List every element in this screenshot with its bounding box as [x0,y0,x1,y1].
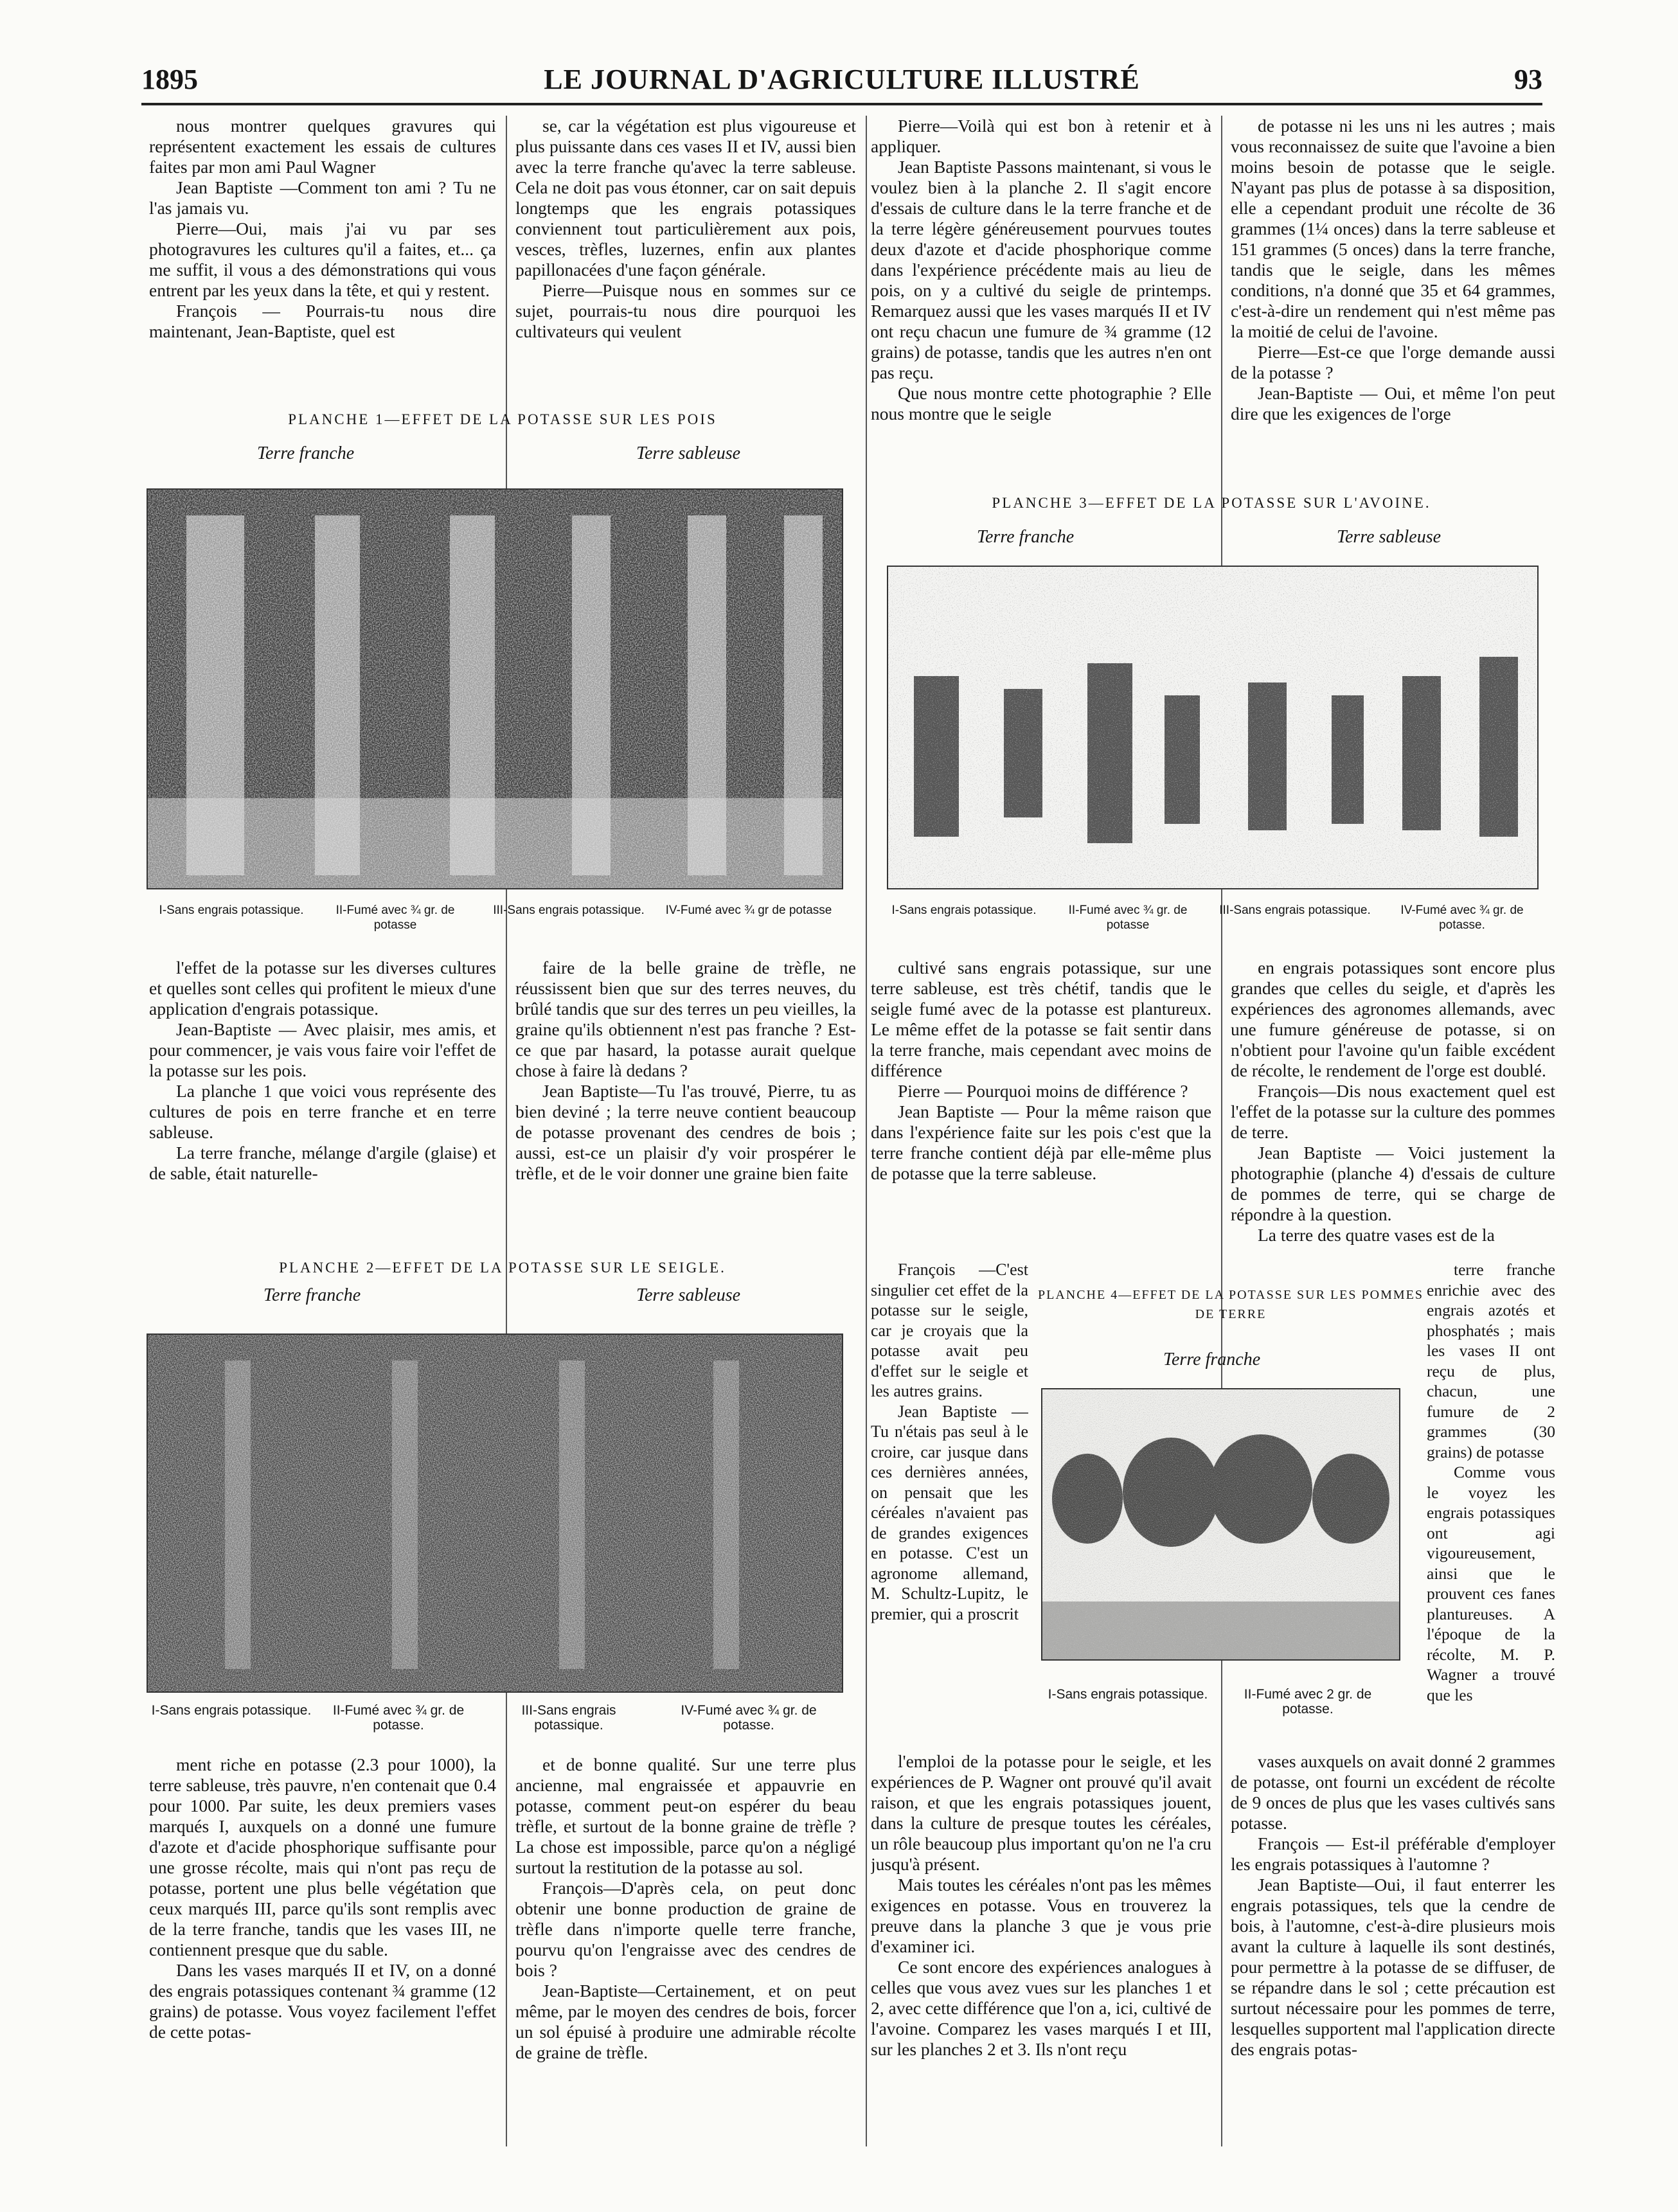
col2-bottom-text [515,1754,856,2153]
plate4-photo [1041,1388,1400,1661]
col4-mid-text [1231,958,1555,1266]
col2-top-text [515,116,856,386]
plate2-photo [147,1333,843,1693]
plate3-soil-left: Terre franche [977,527,1075,547]
paragraph: Pierre—Puisque nous en sommes sur ce sujet, pourrais-tu nous dire pourquoi les cultivateurs qui veulent [515,280,856,341]
paragraph: vases auxquels on avait donné 2 grammes de potasse, ont fourni un excédent de récolte de 9 onces de plus que les vases cultivés sans potasse. [1231,1751,1555,1833]
plate3-photo [887,566,1539,889]
col4-wrap-text [1427,1260,1555,1748]
paragraph: La terre des quatre vases est de la [1258,1225,1495,1245]
plate1-title: PLANCHE 1—EFFET DE LA POTASSE SUR LES POIS [288,411,717,427]
plate2-soil-left: Terre franche [263,1285,361,1305]
plate4-caption-1: I-Sans engrais potassique. [1048,1687,1208,1702]
plate3-caption-4: IV-Fumé avec ¾ gr. de potasse. [1400,904,1524,932]
paragraph: Jean-Baptiste—Certainement, et on peut même, par le moyen des cendres de bois, forcer un sol épuisé à produire une admirable récolte de graine de trèfle. [515,1981,856,2062]
col3-wrap-text [871,1260,1028,1748]
paragraph: l'emploi de la potasse pour le seigle, et les expériences de P. Wagner ont prouvé qu'il avait raison, et que les engrais potassiques jouent, dans la culture de presque toutes les céréales, un rôle beaucoup plus important qu'on ne l'a cru jusqu'à présent. [871,1751,1211,1874]
page-number: 93 [1514,64,1542,95]
column-divider-2 [866,116,867,2146]
col4-bottom-text [1231,1751,1555,2153]
paragraph: La terre franche, mélange d'argile (glaise) et de sable, était naturelle- [149,1143,496,1183]
plate1-soil-right: Terre sableuse [636,443,741,463]
paragraph: Pierre—Est-ce que l'orge demande aussi de la potasse ? [1231,342,1555,382]
paragraph: Dans les vases marqués II et IV, on a donné des engrais potassiques contenant ¾ gramme (12 grains) de potasse. Vous voyez facilement l'effet de cette potas- [149,1960,496,2042]
plate2-caption-4: IV-Fumé avec ¾ gr. de potasse. [681,1703,817,1733]
masthead [141,63,1542,102]
paragraph: Jean Baptiste—Tu l'as trouvé, Pierre, tu as bien deviné ; la terre neuve contient beaucoup de potasse provenant des cendres de bois ; aussi, est-ce un plaisir d'y voir prospérer le trèfle, et de le voir donner une graine bien faite [515,1081,856,1183]
plate2-caption-1: I-Sans engrais potassique. [151,1703,312,1718]
plate3-caption-2: II-Fumé avec ¾ gr. de potasse [1068,904,1188,932]
plate2-caption-2: II-Fumé avec ¾ gr. de potasse. [332,1703,465,1733]
plate4-image [1042,1389,1399,1659]
paragraph: nous montrer quelques gravures qui représentent exactement les essais de cultures faites par mon ami Paul Wagner [149,116,496,177]
paragraph: et de bonne qualité. Sur une terre plus ancienne, mal engraissée et appauvrie en potasse, comment peut-on espérer du beau trèfle, et surtout de la bonne graine de trèfle ? La chose est impossible, parce qu'on a négligé surtout la restitution de la potasse au sol. [515,1754,856,1877]
paragraph: Jean-Baptiste — Avec plaisir, mes amis, et pour commencer, je vais vous faire voir l'effet de la potasse sur les pois. [149,1019,496,1080]
paragraph: cultivé sans engrais potassique, sur une terre sableuse, est très chétif, tandis que le seigle fumé avec de la potasse est plantureux. Le même effet de la potasse se fait sentir dans la terre franche, mais cependant avec moins de différence [871,958,1211,1080]
col1-top-text [149,116,496,386]
plate1-caption-3: III-Sans engrais potassique. [493,904,645,917]
plate3-caption-3: III-Sans engrais potassique. [1219,904,1371,917]
paragraph: l'effet de la potasse sur les diverses cultures et quelles sont celles qui profitent le mieux d'une application d'engrais potassique. [149,958,496,1019]
plate4-soil-left: Terre franche [1163,1350,1261,1369]
col1-mid-text [149,958,496,1227]
plate1-caption-1: I-Sans engrais potassique. [159,904,304,917]
column-divider-3 [1221,116,1222,2146]
paragraph: Jean Baptiste—Oui, il faut enterrer les engrais potassiques, tels que la cendre de bois, à l'automne, c'est-à-dire plusieurs mois avant la culture à laquelle ils sont destinés, pour permettre à la potasse de se diffuser, de se répandre dans le sol ; cette précaution est surtout nécessaire pour les pommes de terre, lesquelles supportent mal l'application directe des engrais potas- [1231,1875,1555,2059]
paragraph: terre franche enrichie avec des engrais azotés et phosphatés ; mais les vases II ont reçu de plus, chacun, une fumure de 2 grammes (30 grains) de potasse [1427,1260,1555,1461]
col3-mid-text [871,958,1211,1247]
paragraph: François—Dis nous exactement quel est l'effet de la potasse sur la culture des pommes de terre. [1231,1081,1555,1142]
plate1-photo [147,488,843,889]
plate4-title: PLANCHE 4—EFFET DE LA POTASSE SUR LES POMMES DE TERRE [1037,1288,1424,1321]
paragraph: La planche 1 que voici vous représente des cultures de pois en terre franche et en terre sableuse. [149,1081,496,1142]
plate4-caption-2: II-Fumé avec 2 gr. de potasse. [1244,1687,1372,1717]
plate3-image [888,567,1537,888]
paragraph: Pierre—Oui, mais j'ai vu par ses photogravures les cultures qu'il a faites, et... ça me suffit, il vous a des démonstrations qui vous entrent par les yeux dans la tête, et qui y restent. [149,219,496,300]
plate2-caption-3: III-Sans engrais potassique. [521,1703,616,1733]
paragraph: en engrais potassiques sont encore plus grandes que celles du seigle, et d'après les expériences des agronomes allemands, avec une fumure généreuse de potasse, si on n'obtient pour l'avoine qu'un faible excédent de récolte, le rendement de l'orge est doublé. [1231,958,1555,1080]
plate3-soil-right: Terre sableuse [1337,527,1441,547]
paragraph: de potasse ni les uns ni les autres ; mais vous reconnaissez de suite que l'avoine a bien moins besoin de potasse que le seigle. N'ayant pas plus de potasse à sa disposition, elle a cependant produit une récolte de 36 grammes (1¼ onces) dans la terre sableuse et 151 grammes (5 onces) dans la terre franche, tandis que le seigle, dans les mêmes conditions, n'a donné que 35 et 64 grammes, c'est-à-dire un rendement qui n'est même pas la moitié de celui de l'avoine. [1231,116,1555,341]
plate2-image [148,1335,842,1691]
plate1-caption-4: IV-Fumé avec ¾ gr de potasse [665,904,832,917]
col2-mid-text [515,958,856,1227]
header-rule [141,103,1542,105]
plate1-image [148,490,842,888]
plate2-soil-right: Terre sableuse [636,1285,741,1305]
paragraph: Jean Baptiste — Pour la même raison que dans l'expérience faite sur les pois c'est que la terre franche contient déjà par elle-même plus de potasse que la terre sableuse. [871,1102,1211,1183]
plate3-title: PLANCHE 3—EFFET DE LA POTASSE SUR L'AVOINE. [992,495,1431,511]
paragraph: Mais toutes les céréales n'ont pas les mêmes exigences en potasse. Vous en trouverez la preuve dans la planche 3 que je vous prie d'examiner ici. [871,1875,1211,1956]
plate2-title: PLANCHE 2—EFFET DE LA POTASSE SUR LE SEIGLE. [279,1260,726,1276]
plate1-caption-2: II-Fumé avec ¾ gr. de potasse [335,904,455,932]
paragraph: Jean Baptiste — Tu n'étais pas seul à le croire, car jusque dans ces dernières années, on pensait que les céréales n'avaient pas de grandes exigences en potasse. C'est un agronome allemand, M. Schultz-Lupitz, le premier, qui a proscrit [871,1402,1028,1623]
paragraph: Pierre—Voilà qui est bon à retenir et à appliquer. [871,116,1211,156]
col3-top-text [871,116,1211,476]
plate3-caption-1: I-Sans engrais potassique. [891,904,1037,917]
paragraph: Que nous montre cette photographie ? Elle nous montre que le seigle [871,383,1211,424]
issue-year: 1895 [141,64,198,95]
col3-bottom-text [871,1751,1211,2153]
paragraph: Jean-Baptiste — Oui, et même l'on peut dire que les exigences de l'orge [1231,383,1555,424]
paragraph: Comme vous le voyez les engrais potassiques ont agi vigoureusement, ainsi que le prouvent ces fanes plantureuses. A l'époque de la récolte, M. P. Wagner a trouvé que les [1427,1463,1555,1704]
paragraph: Pierre — Pourquoi moins de différence ? [898,1081,1188,1101]
journal-title: LE JOURNAL D'AGRICULTURE ILLUSTRÉ [544,64,1140,95]
paragraph: se, car la végétation est plus vigoureuse et plus puissante dans ces vases II et IV, aussi bien avec la terre franche qu'avec la terre sableuse. Cela ne doit pas vous étonner, car on sait depuis longtemps que les engrais potassiques conviennent tout particulièrement aux pois, vesces, trèfles, luzernes, enfin aux plantes papillonacées d'une façon générale. [515,116,856,280]
paragraph: Ce sont encore des expériences analogues à celles que vous avez vues sur les planches 1 et 2, avec cette différence que l'on a, ici, cultivé de l'avoine. Comparez les vases marqués I et III, sur les planches 2 et 3. Ils n'ont reçu [871,1957,1211,2059]
paragraph: François — Est-il préférable d'employer les engrais potassiques à l'automne ? [1231,1833,1555,1874]
col4-top-text [1231,116,1555,476]
paragraph: faire de la belle graine de trèfle, ne réussissent bien que sur des terres neuves, du brûlé tandis que sur des terres un peu vieilles, la graine qu'ils obtiennent n'est pas franche ? Est-ce que par hasard, la potasse aurait quelque chose à faire là dedans ? [515,958,856,1080]
paragraph: Jean Baptiste Passons maintenant, si vous le voulez bien à la planche 2. Il s'agit encore d'essais de culture dans le la terre franche et de la terre légère généreusement pourvues toutes deux d'azote et d'acide phosphorique comme dans l'expérience précédente mais au lieu de pois, on y a cultivé du seigle de printemps. Remarquez aussi que les vases marqués II et IV ont reçu chacun une fumure de ¾ gramme (12 grains) de potasse, tandis que les autres n'en ont pas reçu. [871,157,1211,382]
paragraph: François—D'après cela, on peut donc obtenir une bonne production de graine de trèfle dans n'importe quelle terre franche, pourvu qu'on l'engraisse avec des cendres de bois ? [515,1878,856,1980]
col1-bottom-text [149,1754,496,2153]
paragraph: Jean Baptiste — Voici justement la photographie (planche 4) d'essais de culture de pommes de terre, qui se charge de répondre à la question. [1231,1143,1555,1224]
paragraph: ment riche en potasse (2.3 pour 1000), la terre sableuse, très pauvre, n'en contenait que 0.4 pour 1000. Par suite, les deux premiers vases marqués I, auxquels on a donné une fumure d'azote et d'acide phosphorique suffisante pour une grosse récolte, mais qui n'ont pas reçu de potasse, portent une plus belle végétation que ceux marqués III, parce qu'ils sont remplis avec de la terre franche, tandis que les vases III, ne contiennent presque que du sable. [149,1754,496,1959]
paragraph: François —C'est singulier cet effet de la potasse sur le seigle, car je croyais que la potasse avait peu d'effet sur le seigle et les autres grains. [871,1260,1028,1400]
plate1-soil-left: Terre franche [257,443,355,463]
paragraph: François — Pourrais-tu nous dire maintenant, Jean-Baptiste, quel est [149,301,496,341]
paragraph: Jean Baptiste —Comment ton ami ? Tu ne l'as jamais vu. [149,177,496,218]
